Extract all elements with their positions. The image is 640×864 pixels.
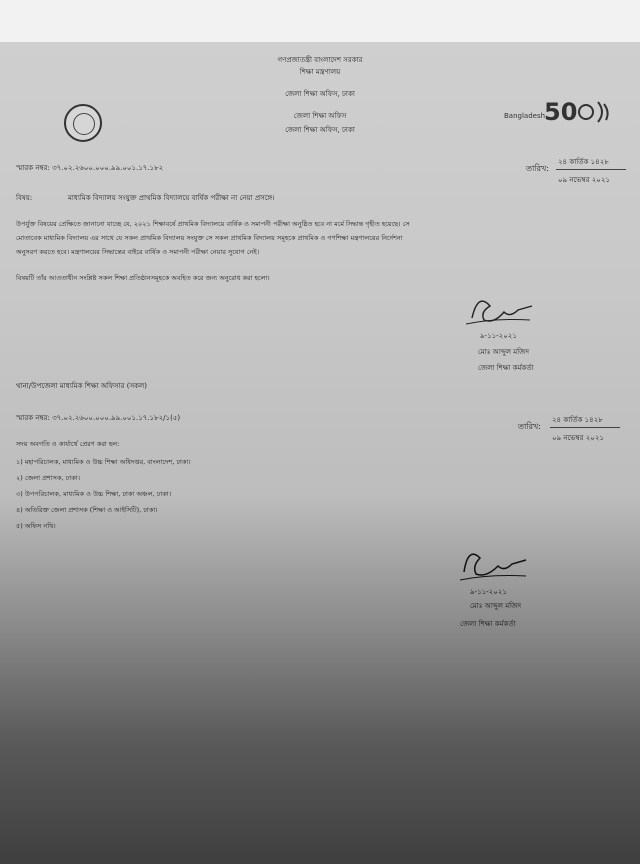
- header-govt: গণপ্রজাতন্ত্রী বাংলাদেশ সরকার: [277, 56, 363, 64]
- copies-item-1: ১) মহাপরিচালক, মাধ্যমিক ও উচ্চ শিক্ষা অধিদপ্তর, বাংলাদেশ, ঢাকা।: [16, 458, 191, 466]
- copies-item-3: ৩) উপপরিচালক, মাধ্যমিক ও উচ্চ শিক্ষা, ঢাকা অঞ্চল, ঢাকা।: [16, 490, 172, 498]
- document-page: [0, 42, 640, 864]
- sign1-name: মোঃ আব্দুল মজিদ: [478, 348, 530, 356]
- government-seal-icon: [64, 104, 102, 142]
- date-divider: [556, 169, 626, 170]
- copies-item-2: ২) জেলা প্রশাসক, ঢাকা।: [16, 474, 80, 482]
- sign1-date: ৯-১১-২০২১: [480, 332, 517, 340]
- memo2-date-label: তারিখ:: [518, 422, 541, 431]
- memo2-ref: স্মারক নম্বর: ৩৭.০২.২৬০০.০০০.৯৯.০০১.১৭.১৮২/১(৫): [16, 414, 181, 422]
- date-divider-2: [550, 427, 620, 428]
- header-office-3: জেলা শিক্ষা অফিস, ঢাকা: [285, 126, 355, 134]
- memo1-date-en: ০৯ নভেম্বর ২০২১: [558, 176, 610, 184]
- body-line-2: মোতাবেক মাধ্যমিক বিদ্যালয় এর সাথে যে সকল প্রাথমিক বিদ্যালয় সংযুক্ত সে সকল প্রাথমিক বিদ্যালয় সমূহকে প্রাথমিক ও গণশিক্ষা মন্ত্রণালয়ের নির্দেশনা: [16, 234, 403, 242]
- subject-label: বিষয়:: [16, 194, 33, 202]
- sign1-designation: জেলা শিক্ষা কর্মকর্তা: [478, 364, 534, 372]
- body-line-3: অনুসরণ করতে হবে। মন্ত্রণালয়ের সিদ্ধান্তের বাইরে বার্ষিক ও সমাপনী পরীক্ষা নেয়ার সুযোগ নেই।: [16, 248, 260, 256]
- header-office-1: জেলা শিক্ষা অফিস, ঢাকা: [285, 90, 355, 98]
- copies-item-5: ৫) অফিস নথি।: [16, 522, 56, 530]
- signature-2-icon: [456, 542, 536, 586]
- body-line-4: বিষয়টি তাঁর আওতাধীন সংশ্লিষ্ট সকল শিক্ষা প্রতিষ্ঠানসমূহকে অবহিত করে জন্য অনুরোধ করা হলো।: [16, 274, 270, 282]
- svg-text:50: 50: [544, 98, 578, 126]
- recipient: থানা/উপজেলা মাধ্যমিক শিক্ষা অফিসার (সকল): [16, 382, 147, 390]
- body-line-1: উপর্যুক্ত বিষয়ের প্রেক্ষিতে জানানো যাচ্ছে যে, ২০২১ শিক্ষাবর্ষে প্রাথমিক বিদ্যালয়ে বার্ষিক ও সমাপনী পরীক্ষা অনুষ্ঠিত হবে না মর্মে সিদ্ধান্ত গৃহীত হয়েছে। সে: [16, 220, 410, 228]
- sign2-name: মোঃ আব্দুল মজিদ: [470, 602, 522, 610]
- header-office-2: জেলা শিক্ষা অফিস: [293, 112, 347, 120]
- memo1-date-label: তারিখ:: [526, 164, 549, 173]
- subject-text: মাধ্যমিক বিদ্যালয় সংযুক্ত প্রাথমিক বিদ্যালয়ে বার্ষিক পরীক্ষা না নেয়া প্রসঙ্গে।: [68, 194, 275, 202]
- copies-item-4: ৪) অতিরিক্ত জেলা প্রশাসক (শিক্ষা ও আইসিটি), ঢাকা।: [16, 506, 158, 514]
- memo2-date-en: ০৯ নভেম্বর ২০২১: [552, 434, 604, 442]
- header-ministry: শিক্ষা মন্ত্রণালয়: [299, 68, 341, 76]
- copies-intro: সদয় অবগতি ও কার্যার্থে প্রেরণ করা হল:: [16, 440, 120, 448]
- memo2-date-bn: ২৪ কার্তিক ১৪২৮: [552, 416, 603, 424]
- sign2-date: ৯-১১-২০২১: [470, 588, 507, 596]
- logo-text: Bangladesh: [504, 112, 546, 120]
- memo1-ref: স্মারক নম্বর: ৩৭.০২.২৬০০.০০০.৯৯.০০১.১৭.১৮২: [16, 164, 164, 172]
- sign2-designation: জেলা শিক্ষা কর্মকর্তা: [460, 620, 516, 628]
- signature-1-icon: [462, 290, 542, 330]
- memo1-date-bn: ২৪ কার্তিক ১৪২৮: [558, 158, 609, 166]
- top-margin: [0, 0, 640, 42]
